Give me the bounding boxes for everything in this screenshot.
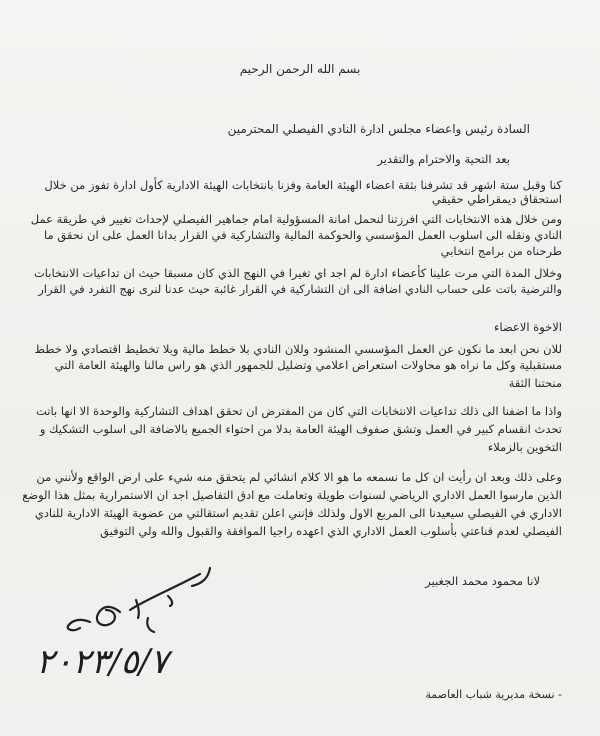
paragraph-5-line-1: واذا ما اضفنا الى ذلك تداعيات الانتخابات التي كان من المفترض ان تحقق اهداف التشاركية والوحدة الا انها باتت [35,404,562,418]
addressee-line: السادة رئيس واعضاء مجلس ادارة النادي الفيصلي المحترمين [227,122,530,136]
paragraph-3-line-2: والترضية باتت على حساب النادي اضافة الى ان التشاركية في القرار غائبة حيث عدنا لنرى نهج التفرد في القرار [38,282,562,296]
paragraph-4-line-2: مستقبلية وكل ما نراه هو محاولات استعراض اعلامي وتضليل للجمهور الذي هو راس مالنا والهيئة العامة التي [54,358,562,372]
paragraph-2-line-3: طرحناه من برامج انتخابي [440,244,562,258]
paragraph-5-line-2: تحدث انقسام كبير في العمل وتشق صفوف الهيئة العامة بدلا من احتواء الجميع بالاضافة الى اسلوب التشكيك و [39,422,562,436]
signature-name: لانا محمود محمد الجغبير [425,574,540,588]
copy-note: - نسخة مديرية شباب العاصمة [425,688,562,701]
paragraph-6-line-4: الفيصلي لعدم قناعتي بأسلوب العمل الاداري الذي اعهده راجيا الموافقة والقبول والله ولي التوفيق [100,524,562,538]
paragraph-5-line-3: التخوين بالزملاء [487,440,562,454]
paragraph-1-line-1: كنا وقبل ستة اشهر قد تشرفنا بثقة اعضاء الهيئة العامة وفزنا بانتخابات الهيئة الادارية كأول ادارة تفوز من خلال [44,178,562,192]
paragraph-2-line-2: النادي ونقله الى اسلوب العمل المؤسسي والحوكمة المالية والتشاركية في القرار بدانا العمل على ان نحقق ما [44,228,562,242]
paragraph-6-line-2: الذين مارسوا العمل الاداري الرياضي لسنوات طويلة وتعاملت مع ادق التفاصيل اجد ان الاستمرارية بمثل هذا الوضع [22,488,562,502]
paragraph-4-line-1: للان نحن ابعد ما نكون عن العمل المؤسسي المنشود وللان النادي بلا خطط مالية وبلا تخطيط اقتصادي ولا خطط [34,342,562,356]
paragraph-6-line-3: الاداري في الفيصلي سيعيدنا الى المربع الاول ولذلك فإنني اعلن تقديم استقالتي من عضوية الهيئة الادارية للنادي [34,506,562,520]
section-heading: الاخوة الاعضاء [494,320,562,334]
basmala: بسم الله الرحمن الرحيم [239,62,361,76]
paragraph-3-line-1: وخلال المدة التي مرت علينا كأعضاء ادارة لم اجد اي تغيرا في النهج الذي كان مسبقا حيث ان تداعيات الانتخابات [33,266,562,280]
paragraph-6-line-1: وعلى ذلك وبعد ان رأيت ان كل ما نسمعه ما هو الا كلام انشائي لم يتحقق منه شيء على ارض الواقع ولأنني من [36,470,562,484]
paragraph-1-line-2: استحقاق ديمقراطي حقيقي [431,192,562,206]
handwritten-date: ٢٠٢٣/٥/٧ [36,642,169,682]
paragraph-4-line-3: منحتنا الثقة [508,376,562,390]
greeting-line: بعد التحية والاحترام والتقدير [377,152,510,166]
handwritten-signature [50,560,230,640]
paragraph-2-line-1: ومن خلال هذه الانتخابات التي افرزتنا لنحمل امانة المسؤولية امام جماهير الفيصلي لإحداث تغيير في طريقة عمل [30,212,562,226]
